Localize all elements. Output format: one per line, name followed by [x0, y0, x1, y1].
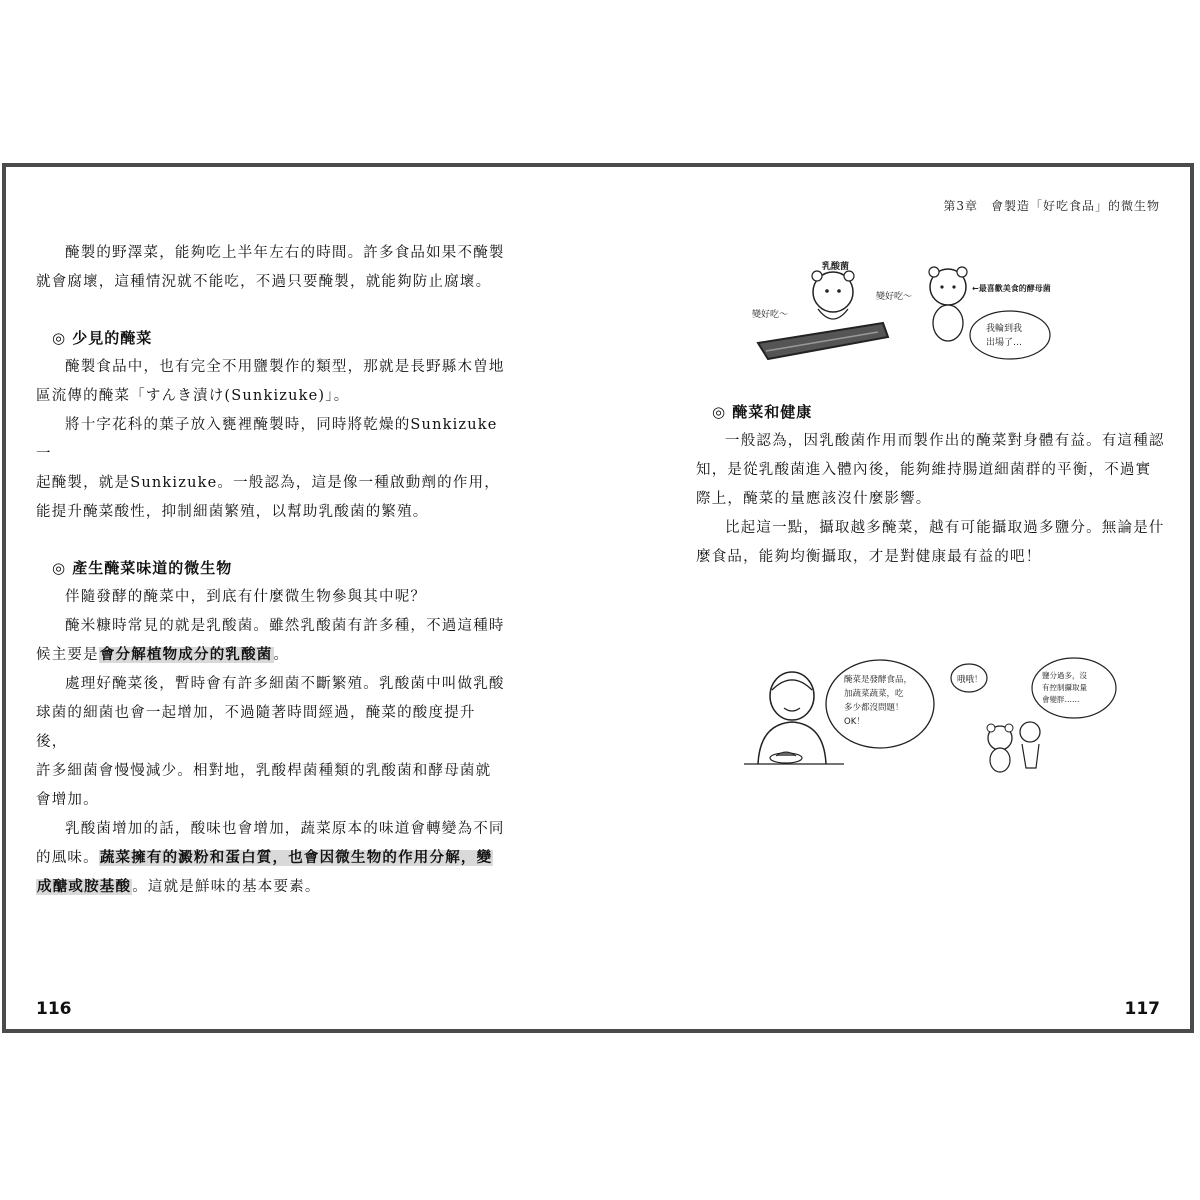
- illustration-person-eating: [744, 652, 1124, 782]
- bubble-line: 有控制攝取量: [1042, 683, 1087, 692]
- bubble-line: 醃菜是發酵食品，: [844, 675, 913, 685]
- speech-left: 變好吃～: [752, 310, 789, 320]
- text-run: 。這就是鮮味的基本要素。: [132, 879, 321, 895]
- paragraph-line: 乳酸菌增加的話，酸味也會增加，蔬菜原本的味道會轉變為不同: [65, 821, 505, 837]
- label-bacteria: 乳酸菌: [822, 262, 850, 272]
- paragraph-line: 際上，醃菜的量應該沒什麼影響。: [696, 491, 932, 507]
- section-heading-microbes: ◎ 產生醃菜味道的微生物: [52, 559, 233, 577]
- section-heading-rare-pickles: ◎ 少見的醃菜: [52, 329, 153, 347]
- paragraph-line: 比起這一點，攝取越多醃菜，越有可能攝取過多鹽分。無論是什: [725, 520, 1165, 536]
- illustration-drawing: [744, 652, 1124, 782]
- paragraph-line: 能提升醃菜酸性，抑制細菌繁殖，以幫助乳酸菌的繁殖。: [36, 504, 429, 520]
- paragraph-line: [36, 641, 506, 670]
- paragraph-line: 起醃製，就是Sunkizuke。一般認為，這是像一種啟動劑的作用，: [36, 475, 500, 491]
- running-head: 第3章 會製造「好吃食品」的微生物: [943, 199, 1160, 213]
- bubble-line: 會變胖……: [1042, 695, 1080, 704]
- paragraph-line: 會增加。: [36, 792, 99, 808]
- paragraph-line: 醃米糠時常見的就是乳酸菌。雖然乳酸菌有許多種，不過這種時: [65, 618, 505, 634]
- highlighted-phrase: 蔬菜擁有的澱粉和蛋白質，也會因微生物的作用分解，變: [99, 850, 493, 866]
- paragraph-line: 許多細菌會慢慢減少。相對地，乳酸桿菌種類的乳酸菌和酵母菌就: [36, 763, 492, 779]
- left-page-body: [36, 239, 506, 902]
- paragraph-line: 區流傳的醃菜「すんき漬け(Sunkizuke)」。: [36, 388, 350, 404]
- bubble-line: 加蔬菜蔬菜，吃: [844, 689, 904, 699]
- illustration-bacteria-yeast: [748, 257, 1168, 377]
- paragraph-line: 將十字花科的葉子放入甕裡醃製時，同時將乾燥的Sunkizuke一: [36, 417, 498, 462]
- highlighted-phrase: 會分解植物成分的乳酸菌: [99, 647, 273, 663]
- highlighted-phrase: 成醣或胺基酸: [37, 879, 132, 895]
- bubble-line: OK！: [844, 717, 865, 727]
- paragraph-line: 一般認為，因乳酸菌作用而製作出的醃菜對身體有益。有這種認: [725, 433, 1165, 449]
- text-run: 。: [273, 647, 290, 663]
- section-heading-health: ◎ 醃菜和健康: [712, 403, 813, 421]
- page-number-right: 117: [1124, 999, 1160, 1019]
- paragraph-line: 醃製食品中，也有完全不用鹽製作的類型，那就是長野縣木曽地: [65, 359, 505, 375]
- paragraph-line: [36, 844, 506, 873]
- paragraph-line: 伴隨發酵的醃菜中，到底有什麼微生物參與其中呢？: [65, 589, 427, 605]
- paragraph-line: [36, 873, 506, 902]
- bubble-line: 出場了…: [986, 338, 1023, 348]
- paragraph-line: 知，是從乳酸菌進入體內後，能夠維持腸道細菌群的平衡，不過實: [696, 462, 1152, 478]
- text-run: 的風味。: [36, 850, 99, 866]
- illustration-drawing: [748, 257, 1168, 377]
- page-number-left: 116: [36, 999, 72, 1019]
- bubble-line: 多少都沒問題！: [844, 703, 904, 713]
- paragraph-line: 麼食品，能夠均衡攝取，才是對健康最有益的吧！: [696, 549, 1042, 565]
- book-spread: [2, 163, 1194, 1033]
- bubble-line: 我輪到我: [986, 324, 1023, 334]
- bubble-small: 哦哦！: [957, 675, 983, 685]
- label-yeast: ←最喜歡美食的酵母菌: [972, 284, 1051, 293]
- text-run: 候主要是: [36, 647, 99, 663]
- right-page-body: [696, 397, 1168, 572]
- intro-line-1: 醃製的野澤菜，能夠吃上半年左右的時間。許多食品如果不醃製: [65, 245, 505, 261]
- paragraph-line: 球菌的細菌也會一起增加，不過隨著時間經過，醃菜的酸度提升後，: [36, 705, 476, 750]
- paragraph-line: 處理好醃菜後，暫時會有許多細菌不斷繁殖。乳酸菌中叫做乳酸: [65, 676, 505, 692]
- intro-line-2: 就會腐壞，這種情況就不能吃，不過只要醃製，就能夠防止腐壞。: [36, 274, 492, 290]
- bubble-line: 鹽分過多，沒: [1042, 671, 1087, 680]
- speech-middle: 變好吃～: [876, 292, 913, 302]
